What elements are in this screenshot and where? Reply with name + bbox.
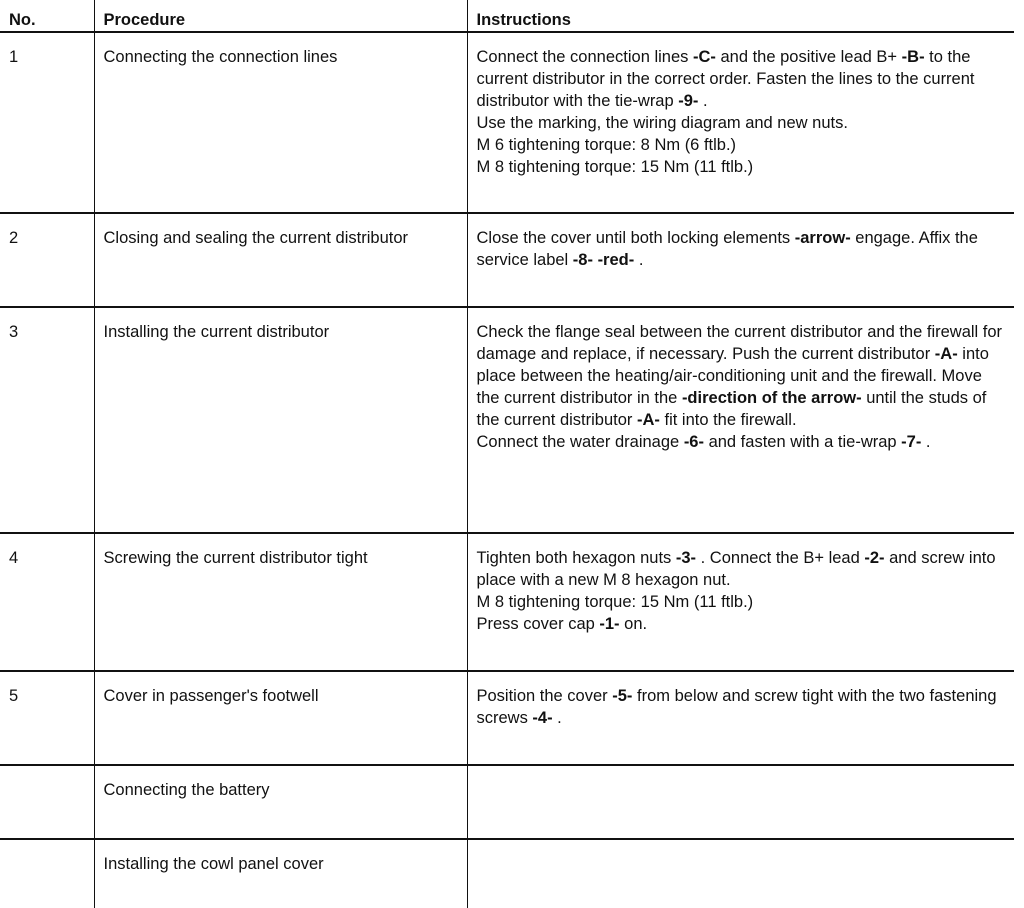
procedure-cell: Cover in passenger's footwell [94, 671, 467, 765]
instruction-line [477, 321, 1009, 431]
instruction-text: M 6 tightening torque: 8 Nm (6 ftlb.) [476, 136, 737, 154]
table-row [0, 765, 1014, 839]
step-number [0, 839, 94, 908]
instruction-line [477, 613, 1009, 635]
instructions-cell [467, 533, 1014, 671]
instruction-text: . [921, 433, 931, 451]
procedure-cell: Screwing the current distributor tight [94, 533, 467, 671]
table-row [0, 533, 1014, 671]
procedure-cell: Closing and sealing the current distributor [94, 213, 467, 307]
component-reference: -9- [678, 92, 699, 110]
instruction-text: M 8 tightening torque: 15 Nm (11 ftlb.) [476, 158, 754, 176]
component-reference: -1- [599, 615, 620, 633]
instruction-line [477, 685, 1009, 729]
instruction-text: until the studs of the current distributor [476, 389, 987, 429]
instructions-cell [467, 307, 1014, 533]
component-reference: -red- [597, 251, 635, 269]
step-number: 2 [0, 213, 94, 307]
instructions-cell [467, 32, 1014, 213]
component-reference: -4- [532, 709, 553, 727]
component-reference: -A- [637, 411, 660, 429]
table-row [0, 32, 1014, 213]
header-instructions: Instructions [467, 0, 1014, 32]
procedure-cell: Installing the current distributor [94, 307, 467, 533]
component-reference: -direction of the arrow- [681, 389, 862, 407]
instruction-text: M 8 tightening torque: 15 Nm (11 ftlb.) [476, 593, 754, 611]
instruction-line [477, 547, 1009, 591]
instruction-text: to the current distributor in the correct order. Fasten the lines to the current distributor with the tie-wrap [476, 48, 975, 110]
instruction-line [477, 112, 1009, 134]
step-number: 3 [0, 307, 94, 533]
instruction-text: Tighten both hexagon nuts [476, 549, 676, 567]
component-reference: -5- [612, 687, 633, 705]
instruction-text: Connect the connection lines [476, 48, 693, 66]
table-header-row [0, 0, 1014, 32]
instruction-text: fit into the firewall. [659, 411, 797, 429]
component-reference: -6- [683, 433, 704, 451]
instruction-line [477, 431, 1009, 453]
component-reference: -3- [675, 549, 697, 567]
instruction-text: and the positive lead B+ [715, 48, 902, 66]
instruction-text: on. [619, 615, 648, 633]
component-reference: -B- [901, 48, 925, 66]
instruction-text: into place between the heating/air-conditioning unit and the firewall. Move the current distributor in the [476, 345, 989, 407]
component-reference: -A- [934, 345, 958, 363]
table-row [0, 213, 1014, 307]
component-reference: -C- [692, 48, 716, 66]
step-number: 5 [0, 671, 94, 765]
procedure-cell: Installing the cowl panel cover [94, 839, 467, 908]
step-number: 1 [0, 32, 94, 213]
instruction-text: Press cover cap [476, 615, 600, 633]
component-reference: -2- [864, 549, 885, 567]
instruction-text: . Connect the B+ lead [696, 549, 865, 567]
header-procedure: Procedure [94, 0, 467, 32]
instruction-text: . [552, 709, 562, 727]
instruction-text: and fasten with a tie-wrap [703, 433, 902, 451]
instructions-cell [467, 839, 1014, 908]
table-row [0, 671, 1014, 765]
instructions-cell [467, 671, 1014, 765]
step-number [0, 765, 94, 839]
header-no: No. [0, 0, 94, 32]
instruction-line [477, 46, 1009, 112]
instructions-cell [467, 213, 1014, 307]
instructions-cell [467, 765, 1014, 839]
component-reference: -7- [901, 433, 922, 451]
instruction-text: Use the marking, the wiring diagram and new nuts. [476, 114, 848, 132]
instruction-text: . [634, 251, 644, 269]
instruction-text: Position the cover [476, 687, 613, 705]
instruction-text: Connect the water drainage [476, 433, 684, 451]
instruction-text: engage. Affix the service label [476, 229, 978, 269]
instruction-line [477, 227, 1009, 271]
component-reference: -arrow- [794, 229, 851, 247]
instruction-line [477, 156, 1009, 178]
instruction-text: from below and screw tight with the two fastening screws [476, 687, 997, 727]
instruction-text: Check the flange seal between the current distributor and the firewall for damage and replace, if necessary. Push the current distributor [476, 323, 1003, 363]
procedure-cell: Connecting the battery [94, 765, 467, 839]
component-reference: -8- [572, 251, 593, 269]
table-row [0, 839, 1014, 908]
instruction-line [477, 591, 1009, 613]
step-number: 4 [0, 533, 94, 671]
instruction-text: . [698, 92, 708, 110]
instruction-line [477, 134, 1009, 156]
procedure-cell: Connecting the connection lines [94, 32, 467, 213]
instruction-text: Close the cover until both locking elements [476, 229, 795, 247]
table-row [0, 307, 1014, 533]
instruction-text: and screw into place with a new M 8 hexagon nut. [476, 549, 996, 589]
